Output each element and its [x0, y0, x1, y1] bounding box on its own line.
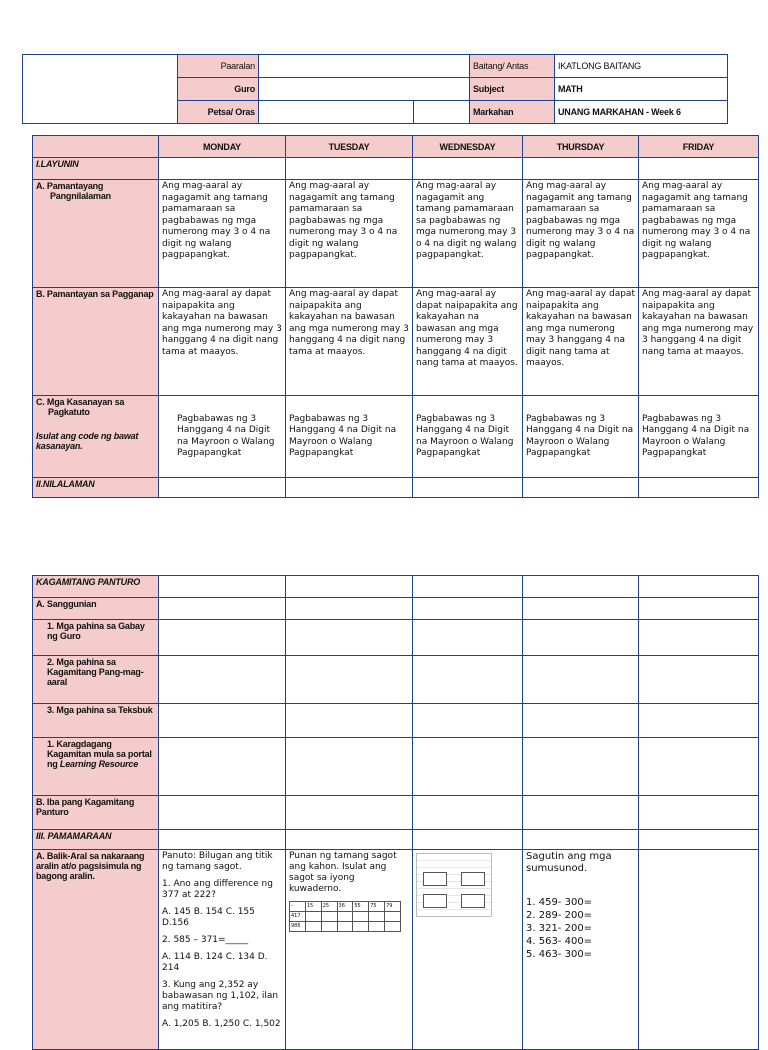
balik-aral-friday	[639, 850, 759, 1050]
pamantayang-label-line1: A. Pamantayang	[36, 181, 104, 191]
sanggunian-label: A. Sanggunian	[33, 598, 159, 620]
day-header-friday: FRIDAY	[639, 136, 759, 158]
petsa-value	[259, 101, 414, 124]
teksbuk-label: 3. Mga pahina sa Teksbuk	[33, 704, 159, 738]
worksheet-box-4	[461, 894, 485, 908]
markahan-label: Markahan	[470, 101, 555, 124]
kasanayan-friday: Pagbabawas ng 3 Hanggang 4 na Digit na Mayroon o Walang Pagpapangkat	[639, 396, 759, 478]
guro-label: Guro	[178, 78, 259, 101]
guro-value	[259, 78, 470, 101]
gabay-label: 1. Mga pahina sa Gabay ng Guro	[33, 620, 159, 656]
pagganap-thursday: Ang mag-aaral ay dapat naipapakita ang kakayahan na bawasan ang mga numerong may 3 hanggang 4 na digit nang tama at maayos.	[523, 288, 639, 396]
kasanayan-tuesday: Pagbabawas ng 3 Hanggang 4 na Digit na Mayroon o Walang Pagpapangkat	[286, 396, 413, 478]
lesson-plan-table-bottom	[32, 575, 759, 1050]
thursday-item-5: 5. 463- 300=	[526, 949, 593, 960]
pamantayang-label	[33, 180, 159, 288]
mini-head-4: 55	[353, 902, 369, 912]
subject-label: Subject	[470, 78, 555, 101]
worksheet-image	[416, 853, 492, 917]
karagdagang-italic: Learning Resource	[59, 759, 139, 769]
monday-intro: Panuto: Bilugan ang titik ng tamang sagot.	[162, 851, 273, 872]
thursday-item-4: 4. 563- 400=	[526, 936, 593, 947]
petsa-label: Petsa/ Oras	[178, 101, 259, 124]
pamantayang-tuesday: Ang mag-aaral ay nagagamit ang tamang pamamaraan sa pagbabawas ng mga numerong may 3 o 4 na digit ng walang pagpapangkat.	[286, 180, 413, 288]
balik-aral-monday	[159, 850, 286, 1050]
layunin-heading: I.LAYUNIN	[33, 158, 159, 180]
kasanayan-monday: Pagbabawas ng 3 Hanggang 4 na Digit na Mayroon o Walang Pagpapangkat	[159, 396, 286, 478]
mini-row-1: 986	[290, 922, 306, 932]
day-header-thursday: THURSDAY	[523, 136, 639, 158]
subject-value: MATH	[555, 78, 728, 101]
oras-value	[414, 101, 470, 124]
kagamitang-pang-label: 2. Mga pahina sa Kagamitang Pang-mag-aaral	[33, 656, 159, 704]
header-info-table	[22, 54, 728, 124]
monday-q3-choices: A. 1,205 B. 1,250 C. 1,502	[162, 1019, 281, 1029]
corner-cell	[33, 136, 159, 158]
paaralan-value	[259, 55, 470, 78]
subtraction-table	[289, 901, 401, 932]
pagganap-friday: Ang mag-aaral ay dapat naipapakita ang kakayahan na bawasan ang mga numerong may 3 hanggang 4 na digit nang tama at maayos.	[639, 288, 759, 396]
lesson-plan-table-top	[32, 135, 759, 498]
mini-head-2: 25	[321, 902, 337, 912]
pagganap-label: B. Pamantayan sa Pagganap	[33, 288, 159, 396]
day-header-tuesday: TUESDAY	[286, 136, 413, 158]
pamantayang-label-line2: Pangnilalaman	[50, 191, 111, 201]
pamantayang-monday: Ang mag-aaral ay nagagamit ang tamang pamamaraan sa pagbabawas ng mga numerong may 3 o 4 na digit ng walang pagpapangkat.	[159, 180, 286, 288]
mini-head-3: 36	[337, 902, 353, 912]
monday-q1: 1. Ano ang difference ng 377 at 222?	[162, 879, 273, 900]
logo-cell	[23, 55, 178, 124]
nilalaman-heading: II.NILALAMAN	[33, 478, 159, 498]
mini-head-6: 79	[385, 902, 401, 912]
thursday-intro: Sagutin ang mga sumusunod.	[526, 851, 612, 874]
thursday-item-1: 1. 459- 300=	[526, 897, 593, 908]
balik-aral-label: A. Balik-Aral sa nakaraang aralin at/o pagsisimula ng bagong aralin.	[33, 850, 159, 1050]
iba-pang-label: B. Iba pang Kagamitang Panturo	[33, 796, 159, 830]
balik-aral-tuesday	[286, 850, 413, 1050]
pagganap-tuesday: Ang mag-aaral ay dapat naipapakita ang kakayahan na bawasan ang mga numerong may 3 hanggang 4 na digit nang tama at maayos.	[286, 288, 413, 396]
pamantayang-wednesday: Ang mag-aaral ay nagagamit ang tamang pamamaraan sa pagbabawas ng mga numerong may 3 o 4 na digit ng walang pagpapangkat.	[413, 180, 523, 288]
thursday-item-2: 2. 289- 200=	[526, 910, 593, 921]
pamamaraan-heading: III. PAMAMARAAN	[33, 830, 159, 850]
kasanayan-label-line2: Pagkatuto	[48, 407, 90, 417]
pagganap-monday: Ang mag-aaral ay dapat naipapakita ang kakayahan na bawasan ang mga numerong may 3 hanggang 4 na digit nang tama at maayos.	[159, 288, 286, 396]
baitang-label: Baitang/ Antas	[470, 55, 555, 78]
kagamitan-heading: KAGAMITANG PANTURO	[33, 576, 159, 598]
mini-head-0: -	[290, 902, 306, 912]
karagdagang-label	[33, 738, 159, 796]
thursday-item-3: 3. 321- 200=	[526, 923, 593, 934]
monday-q2-choices: A. 114 B. 124 C. 134 D. 214	[162, 952, 268, 973]
karagdagang-text: 1. Karagdagang Kagamitan mula sa portal ng	[47, 739, 152, 769]
kasanayan-label	[33, 396, 159, 478]
worksheet-box-2	[461, 872, 485, 886]
monday-q2: 2. 585 – 371=_____	[162, 935, 249, 945]
pagganap-wednesday: Ang mag-aaral ay dapat naipapakita ang kakayahan na bawasan ang mga numerong may 3 hanggang 4 na digit nang tama at maayos.	[413, 288, 523, 396]
monday-q1-choices: A. 145 B. 154 C. 155 D.156	[162, 907, 255, 928]
pamantayang-thursday: Ang mag-aaral ay nagagamit ang tamang pamamaraan sa pagbabawas ng mga numerong may 3 o 4 na digit ng walang pagpapangkat.	[523, 180, 639, 288]
balik-aral-wednesday	[413, 850, 523, 1050]
mini-head-1: 15	[305, 902, 321, 912]
baitang-value: IKATLONG BAITANG	[555, 55, 728, 78]
kasanayan-wednesday: Pagbabawas ng 3 Hanggang 4 na Digit na Mayroon o Walang Pagpapangkat	[413, 396, 523, 478]
mini-head-5: 75	[369, 902, 385, 912]
paaralan-label: Paaralan	[178, 55, 259, 78]
kasanayan-note: Isulat ang code ng bawat kasanayan.	[36, 431, 139, 451]
balik-aral-thursday	[523, 850, 639, 1050]
worksheet-box-1	[423, 872, 447, 886]
mini-row-0: 417	[290, 912, 306, 922]
day-header-wednesday: WEDNESDAY	[413, 136, 523, 158]
markahan-value: UNANG MARKAHAN - Week 6	[555, 101, 728, 124]
tuesday-intro: Punan ng tamang sagot ang kahon. Isulat ang sagot sa iyong kuwaderno.	[289, 851, 397, 894]
kasanayan-label-line1: C. Mga Kasanayan sa	[36, 397, 125, 407]
kasanayan-thursday: Pagbabawas ng 3 Hanggang 4 na Digit na Mayroon o Walang Pagpapangkat	[523, 396, 639, 478]
monday-q3: 3. Kung ang 2,352 ay babawasan ng 1,102, ilan ang matitira?	[162, 980, 279, 1012]
pamantayang-friday: Ang mag-aaral ay nagagamit ang tamang pamamaraan sa pagbabawas ng mga numerong may 3 o 4 na digit ng walang pagpapangkat.	[639, 180, 759, 288]
day-header-monday: MONDAY	[159, 136, 286, 158]
worksheet-box-3	[423, 894, 447, 908]
